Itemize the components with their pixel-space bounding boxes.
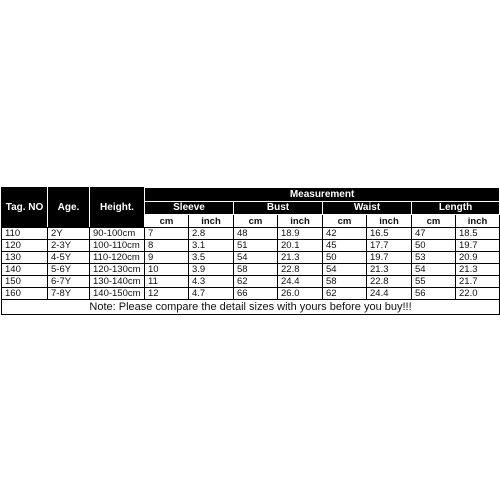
table-cell: 51 (234, 240, 278, 252)
table-cell: 24.4 (367, 288, 412, 300)
header-age: Age. (48, 188, 90, 228)
table-cell: 2.8 (189, 228, 234, 240)
header-bust: Bust (234, 202, 323, 215)
unit-sleeve-cm: cm (145, 215, 189, 228)
header-waist: Waist (323, 202, 412, 215)
table-row (2, 240, 500, 252)
table-cell: 12 (145, 288, 189, 300)
table-cell: 21.7 (456, 276, 500, 288)
header-row-top (2, 188, 500, 202)
table-cell: 20.1 (278, 240, 323, 252)
table-cell: 120 (2, 240, 48, 252)
table-cell: 140 (2, 264, 48, 276)
table-cell: 2-3Y (48, 240, 90, 252)
table-cell: 5-6Y (48, 264, 90, 276)
size-chart-table (1, 187, 500, 315)
table-cell: 26.0 (278, 288, 323, 300)
table-cell: 17.7 (367, 240, 412, 252)
table-cell: 6-7Y (48, 276, 90, 288)
table-cell: 100-110cm (90, 240, 145, 252)
table-cell: 50 (323, 252, 367, 264)
unit-bust-inch: inch (278, 215, 323, 228)
table-cell: 54 (412, 264, 456, 276)
table-cell: 7-8Y (48, 288, 90, 300)
table-cell: 50 (412, 240, 456, 252)
table-cell: 22.8 (278, 264, 323, 276)
table-cell: 20.9 (456, 252, 500, 264)
table-cell: 42 (323, 228, 367, 240)
unit-sleeve-inch: inch (189, 215, 234, 228)
table-cell: 62 (234, 276, 278, 288)
table-cell: 22.0 (456, 288, 500, 300)
table-cell: 11 (145, 276, 189, 288)
table-cell: 10 (145, 264, 189, 276)
table-cell: 55 (412, 276, 456, 288)
table-row (2, 276, 500, 288)
table-cell: 3.1 (189, 240, 234, 252)
table-cell: 66 (234, 288, 278, 300)
header-tag-no: Tag. NO (2, 188, 48, 228)
table-cell: 21.3 (456, 264, 500, 276)
table-cell: 150 (2, 276, 48, 288)
table-cell: 54 (323, 264, 367, 276)
table-cell: 54 (234, 252, 278, 264)
table-cell: 7 (145, 228, 189, 240)
table-cell: 47 (412, 228, 456, 240)
unit-waist-inch: inch (367, 215, 412, 228)
unit-waist-cm: cm (323, 215, 367, 228)
note-row (2, 300, 500, 315)
table-cell: 24.4 (278, 276, 323, 288)
table-cell: 22.8 (367, 276, 412, 288)
table-cell: 160 (2, 288, 48, 300)
table-cell: 130-140cm (90, 276, 145, 288)
table-cell: 8 (145, 240, 189, 252)
table-row (2, 252, 500, 264)
table-row (2, 264, 500, 276)
header-measurement: Measurement (145, 188, 500, 202)
table-cell: 56 (412, 288, 456, 300)
table-cell: 110 (2, 228, 48, 240)
table-cell: 110-120cm (90, 252, 145, 264)
table-cell: 62 (323, 288, 367, 300)
table-cell: 58 (234, 264, 278, 276)
table-cell: 45 (323, 240, 367, 252)
table-cell: 4.7 (189, 288, 234, 300)
size-note: Note: Please compare the detail sizes with yours before you buy!!! (2, 300, 500, 315)
header-sleeve: Sleeve (145, 202, 234, 215)
table-cell: 21.3 (367, 264, 412, 276)
table-row (2, 288, 500, 300)
table-cell: 48 (234, 228, 278, 240)
table-cell: 16.5 (367, 228, 412, 240)
unit-length-cm: cm (412, 215, 456, 228)
table-cell: 9 (145, 252, 189, 264)
unit-length-inch: inch (456, 215, 500, 228)
table-row (2, 228, 500, 240)
table-cell: 130 (2, 252, 48, 264)
table-cell: 120-130cm (90, 264, 145, 276)
header-height: Height. (90, 188, 145, 228)
table-cell: 2Y (48, 228, 90, 240)
table-cell: 3.9 (189, 264, 234, 276)
unit-bust-cm: cm (234, 215, 278, 228)
table-cell: 19.7 (367, 252, 412, 264)
table-cell: 4-5Y (48, 252, 90, 264)
table-cell: 58 (323, 276, 367, 288)
table-cell: 18.5 (456, 228, 500, 240)
header-length: Length (412, 202, 500, 215)
table-cell: 4.3 (189, 276, 234, 288)
table-cell: 140-150cm (90, 288, 145, 300)
table-cell: 90-100cm (90, 228, 145, 240)
table-cell: 21.3 (278, 252, 323, 264)
table-cell: 3.5 (189, 252, 234, 264)
table-cell: 18.9 (278, 228, 323, 240)
table-cell: 19.7 (456, 240, 500, 252)
table-cell: 53 (412, 252, 456, 264)
